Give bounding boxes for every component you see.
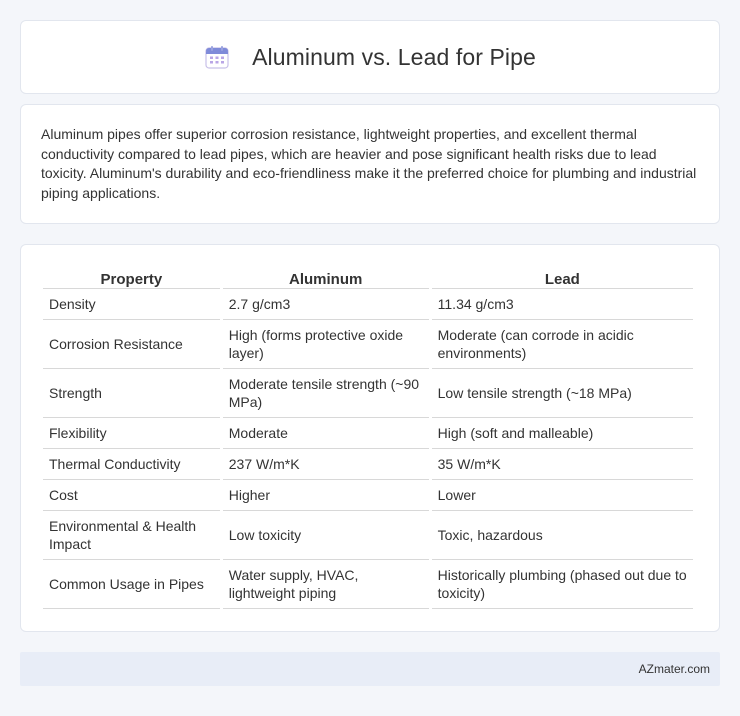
column-header-aluminum: Aluminum xyxy=(223,267,429,289)
cell-lead: Historically plumbing (phased out due to toxicity) xyxy=(432,560,693,609)
table-row xyxy=(43,289,693,320)
table-row xyxy=(43,480,693,511)
table-header-row xyxy=(43,267,693,289)
footer-brand: AZmater.com xyxy=(638,662,710,676)
cell-property: Cost xyxy=(43,480,220,511)
table-row xyxy=(43,320,693,369)
cell-lead: Low tensile strength (~18 MPa) xyxy=(432,369,693,418)
cell-lead: Moderate (can corrode in acidic environments) xyxy=(432,320,693,369)
cell-lead: 35 W/m*K xyxy=(432,449,693,480)
cell-property: Common Usage in Pipes xyxy=(43,560,220,609)
cell-aluminum: Low toxicity xyxy=(223,511,429,560)
footer-bar xyxy=(20,652,720,686)
column-header-lead: Lead xyxy=(432,267,693,289)
cell-aluminum: High (forms protective oxide layer) xyxy=(223,320,429,369)
title-card xyxy=(20,20,720,94)
cell-lead: Toxic, hazardous xyxy=(432,511,693,560)
summary-card xyxy=(20,104,720,224)
table-row xyxy=(43,511,693,560)
cell-lead: Lower xyxy=(432,480,693,511)
summary-text: Aluminum pipes offer superior corrosion resistance, lightweight properties, and excellent thermal conductivity compared to lead pipes, which are heavier and pose significant health risks due to lead toxicity. Aluminum's durability and eco-friendliness make it the preferred choice for plumbing and industrial piping applications. xyxy=(41,126,697,201)
cell-lead: High (soft and malleable) xyxy=(432,418,693,449)
column-header-property: Property xyxy=(43,267,220,289)
table-row xyxy=(43,369,693,418)
cell-aluminum: Higher xyxy=(223,480,429,511)
cell-aluminum: 2.7 g/cm3 xyxy=(223,289,429,320)
cell-lead: 11.34 g/cm3 xyxy=(432,289,693,320)
table-row xyxy=(43,560,693,609)
cell-property: Strength xyxy=(43,369,220,418)
table-row xyxy=(43,418,693,449)
cell-aluminum: Moderate xyxy=(223,418,429,449)
table-row xyxy=(43,449,693,480)
cell-property: Thermal Conductivity xyxy=(43,449,220,480)
cell-aluminum: Water supply, HVAC, lightweight piping xyxy=(223,560,429,609)
cell-property: Density xyxy=(43,289,220,320)
cell-aluminum: Moderate tensile strength (~90 MPa) xyxy=(223,369,429,418)
cell-aluminum: 237 W/m*K xyxy=(223,449,429,480)
comparison-table-card xyxy=(20,244,720,632)
page-title: Aluminum vs. Lead for Pipe xyxy=(252,43,536,70)
cell-property: Corrosion Resistance xyxy=(43,320,220,369)
cell-property: Flexibility xyxy=(43,418,220,449)
comparison-table xyxy=(40,267,696,609)
calendar-icon xyxy=(204,44,230,70)
cell-property: Environmental & Health Impact xyxy=(43,511,220,560)
